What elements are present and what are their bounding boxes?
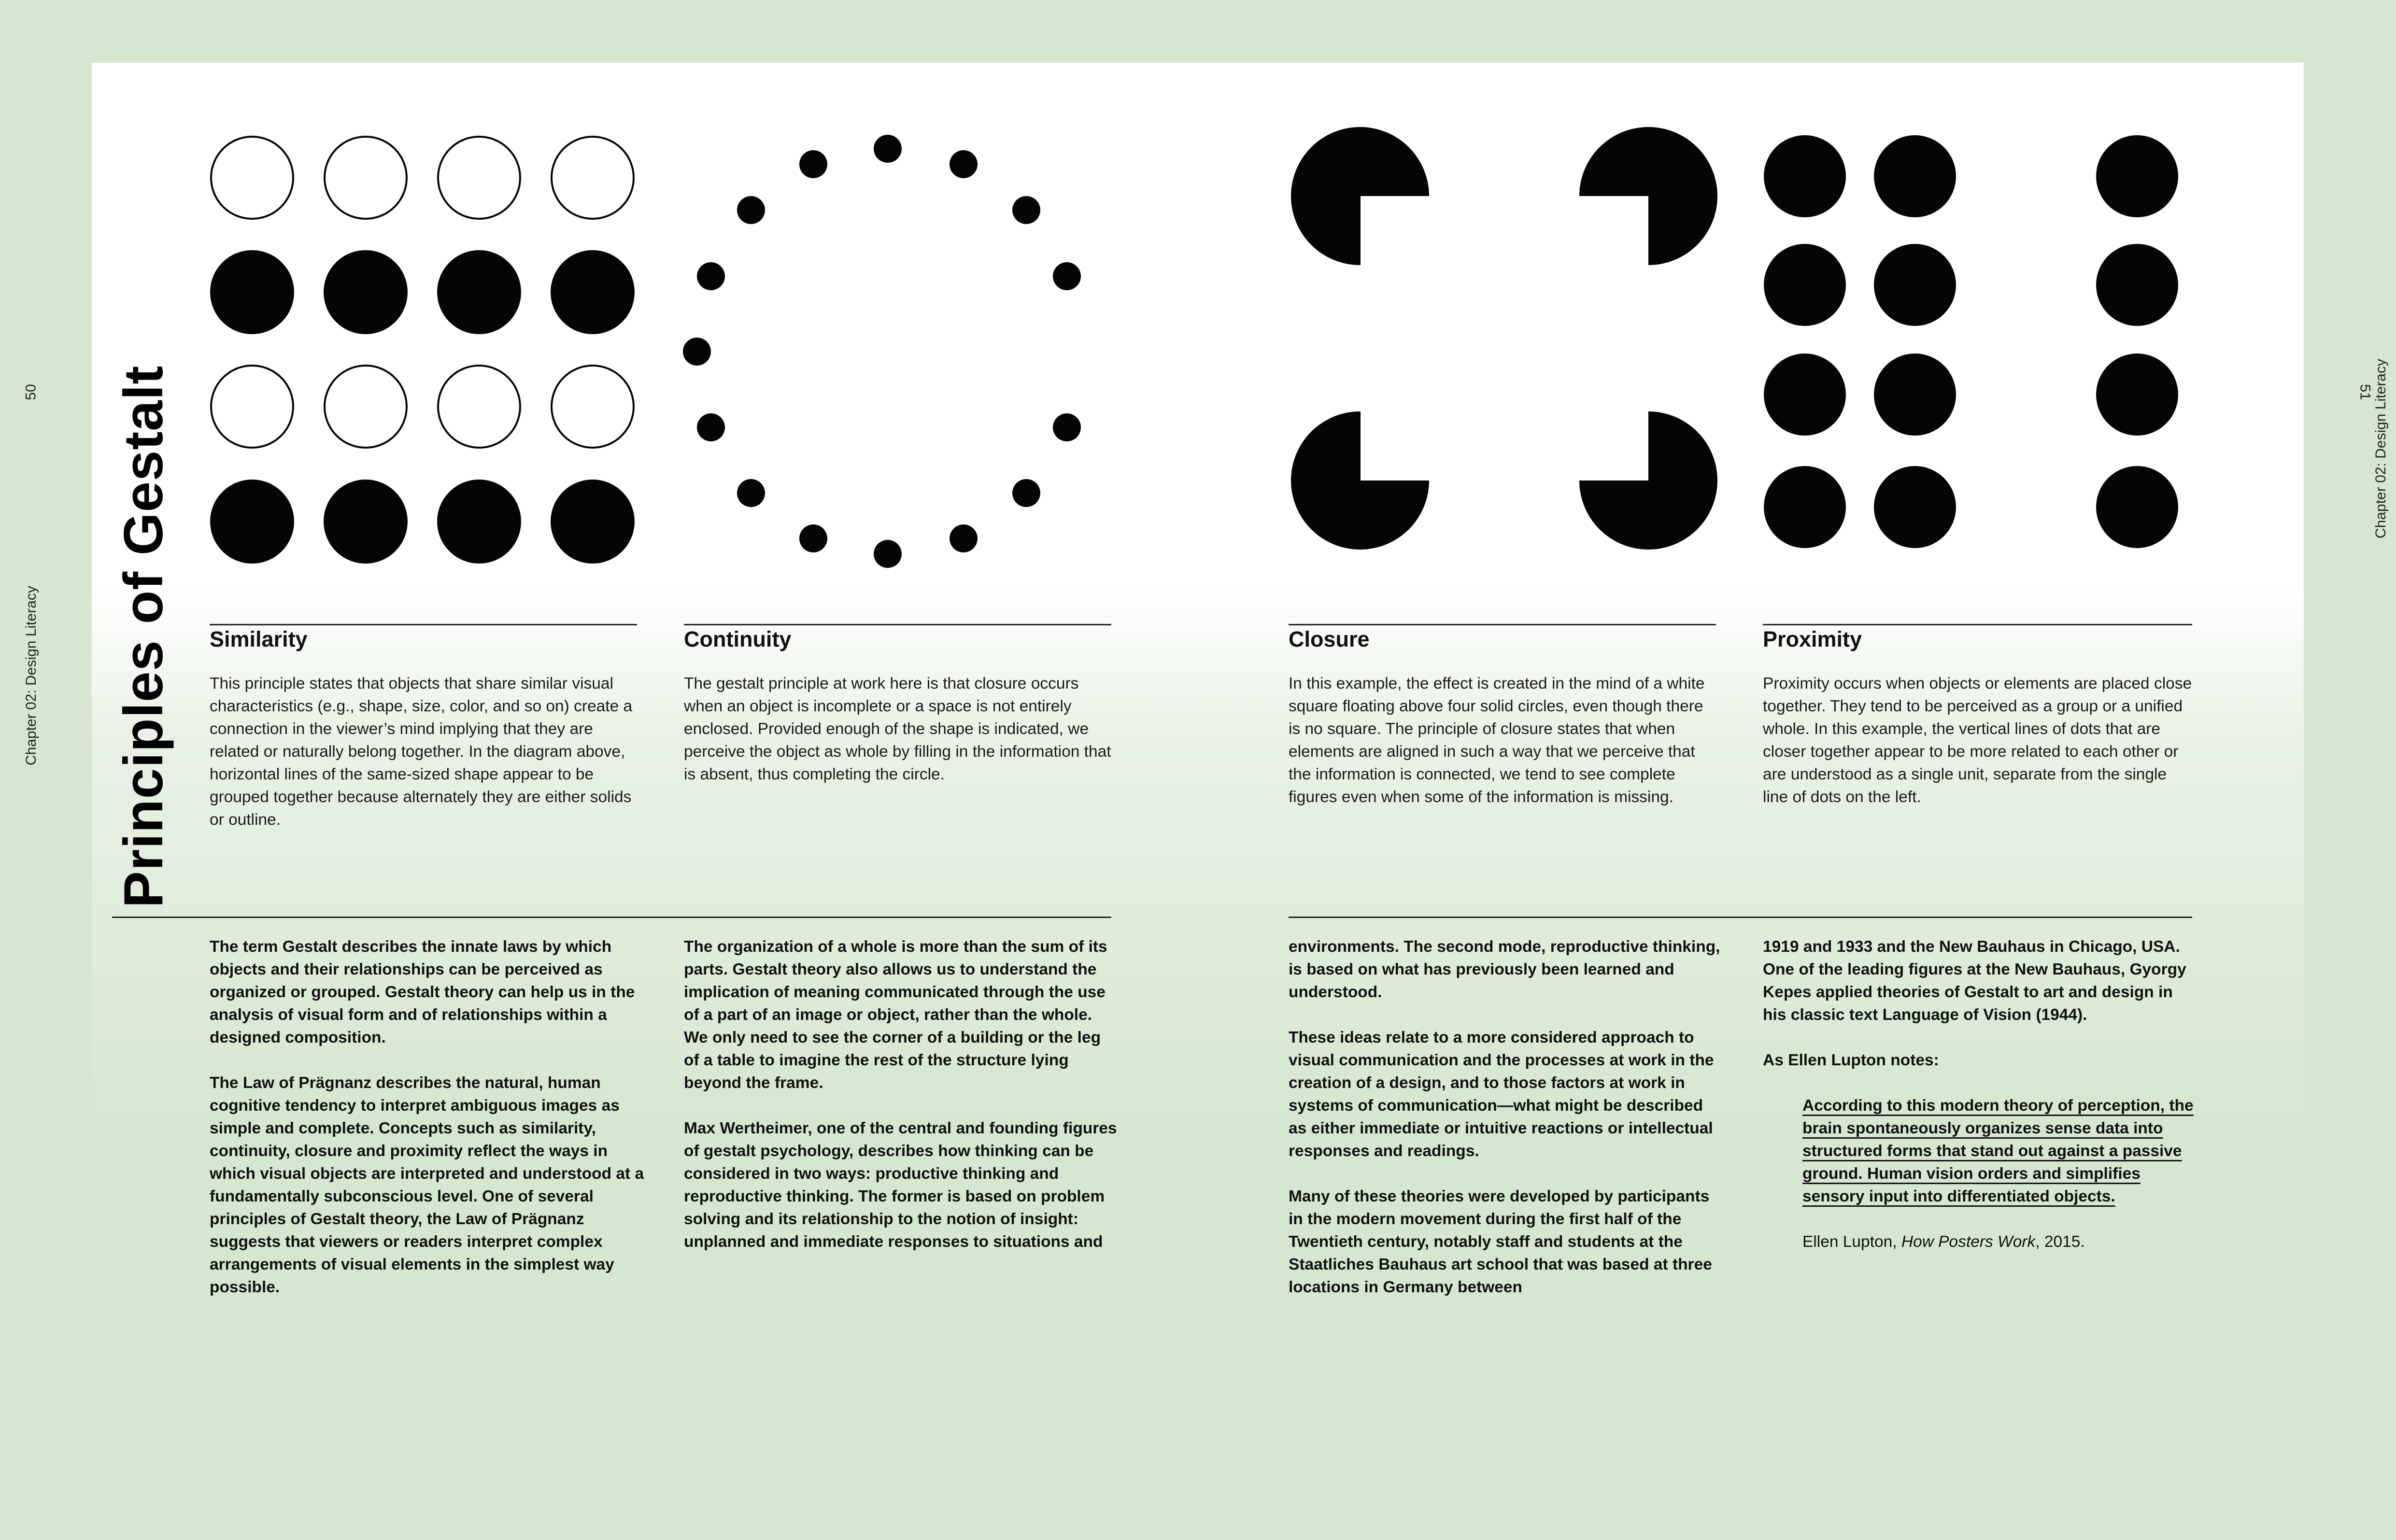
right-running-head: Chapter 02: Design Literacy [2373,359,2389,538]
text-continuity: The gestalt principle at work here is that closure occurs when an object is incomplete or a space is not entirely enclosed. Provided enough of the shape is indicated, we perceive the object as whole by filling in the information that is absent, thus completing the circle. [684,675,1111,783]
page-title: Principles of Gestalt [113,365,174,908]
body-paragraph: The organization of a whole is more than the sum of its parts. Gestalt theory also allows us to understand the implication of meaning communicated through the use of a part of an image or object, rather than the whole. We only need to see the corner of a building or the leg of a table to imagine the rest of the structure lying beyond the frame. [684,938,1107,1092]
pacman-bottom-left [1291,411,1429,550]
dot-column-2 [1874,135,1956,548]
outline-circle-row-1 [211,137,634,219]
heading-proximity: Proximity [1763,627,1862,651]
rule-similarity [210,624,637,625]
body-column-2 [684,935,1119,1253]
rule-proximity [1763,624,2192,625]
proximity-diagram [1758,126,2193,579]
body-paragraph: Many of these theories were developed by participants in the modern movement during the first half of the Twentieth century, notably staff and students at the Staatliches Bauhaus art school that was based at three locations in Germany between [1289,1187,1712,1296]
heading-closure: Closure [1289,627,1370,651]
quote-citation [1802,1230,2198,1253]
body-paragraph: The Law of Prägnanz describes the natural, human cognitive tendency to interpret ambiguous images as simple and complete. Concepts such as similarity, continuity, closure and proximity reflect the ways in which visual objects are interpreted and understood at a fundamentally subconscious level. One of several principles of Gestalt theory, the Law of Prägnanz suggests that viewers or readers interpret complex arrangements of visual elements in the simplest way possible. [210,1074,644,1296]
heading-similarity: Similarity [210,627,308,651]
citation-work: How Posters Work [1901,1233,2036,1251]
pacman-bottom-right [1579,411,1717,550]
body-paragraph: The term Gestalt describes the innate laws by which objects and their relationships can be perceived as organized or grouped. Gestalt theory can help us in the analysis of visual form and of relationships within a designed composition. [210,938,635,1046]
closure-diagram [1275,126,1768,579]
dot-column-1 [1764,135,1846,548]
solid-circle-row-1 [210,250,635,334]
text-proximity: Proximity occurs when objects or elements are placed close together. They tend to be perceived as a group or a unified whole. In this example, the vertical lines of dots that are closer together appear to be more related to each other or are understood as a single unit, separate from the single line of dots on the left. [1763,675,2192,806]
continuity-diagram [666,126,1101,579]
lupton-quote: According to this modern theory of perception, the brain spontaneously organizes sense data into structured forms that stand out against a passive ground. Human vision orders and simplifies sensory input into differentiated objects. [1802,1097,2194,1205]
rule-closure [1289,624,1716,625]
rule-body-left [112,917,1111,918]
body-column-4 [1763,935,2198,1253]
body-column-1 [210,935,644,1299]
solid-circle-row-2 [210,480,635,564]
outline-circle-row-2 [211,366,634,448]
pacman-top-left [1291,127,1429,265]
body-paragraph: These ideas relate to a more considered approach to visual communication and the processes at work in the creation of a design, and to those factors at work in systems of communication—what might be described as either immediate or intuitive reactions or intellectual responses and readings. [1289,1029,1714,1160]
body-paragraph: Max Wertheimer, one of the central and founding figures of gestalt psychology, describes how thinking can be considered in two ways: productive thinking and reproductive thinking. The former is based on problem solving and its relationship to the notion of insight: unplanned and immediate responses to situations and [684,1119,1117,1251]
citation-year: , 2015. [2035,1233,2085,1251]
body-paragraph: 1919 and 1933 and the New Bauhaus in Chicago, USA. One of the leading figures at the New Bauhaus, Gyorgy Kepes applied theories of Gestalt to art and design in his classic text Language of Vision (1944). [1763,938,2186,1024]
rule-body-right [1289,917,2192,918]
heading-continuity: Continuity [684,627,792,651]
body-paragraph: environments. The second mode, reproductive thinking, is based on what has previously been learned and understood. [1289,938,1720,1001]
dot-column-3 [2096,135,2178,548]
citation-author: Ellen Lupton, [1802,1233,1901,1251]
dotted-circle [683,135,1081,568]
rule-continuity [684,624,1111,625]
left-running-head: Chapter 02: Design Literacy [23,586,39,765]
similarity-diagram [203,126,647,579]
text-similarity: This principle states that objects that share similar visual characteristics (e.g., shape, size, color, and so on) create a connection in the viewer’s mind implying that they are related or naturally belong together. In the diagram above, horizontal lines of the same-sized shape appear to be grouped together because alternately they are either solids or outline. [210,675,633,829]
body-paragraph: As Ellen Lupton notes: [1763,1051,1939,1069]
text-closure: In this example, the effect is created in the mind of a white square floating above four solid circles, even though there is no square. The principle of closure states that when elements are aligned in such a way that we perceive that the information is connected, we tend to see complete figures even when some of the information is missing. [1289,675,1705,806]
pacman-top-right [1579,127,1717,265]
left-page-number: 50 [23,384,39,400]
body-column-3 [1289,935,1723,1299]
right-page-number: 51 [2357,384,2373,400]
